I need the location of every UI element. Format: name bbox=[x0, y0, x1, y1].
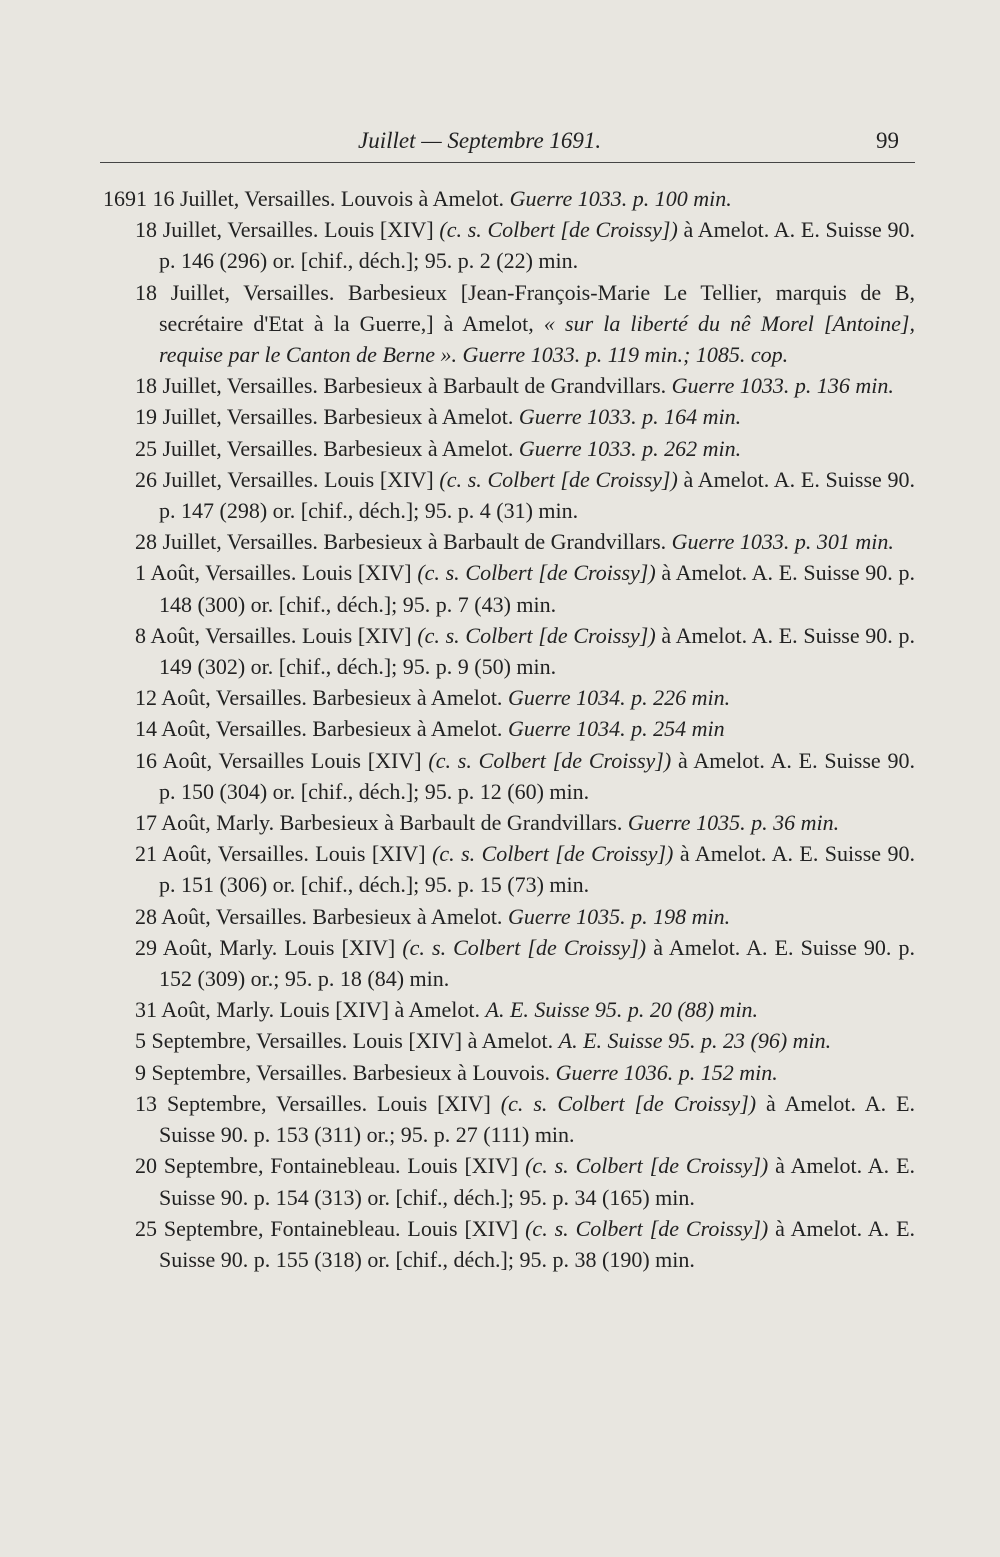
entry-text: 17 Août, Marly. Barbesieux à Barbault de Grandvillars. bbox=[135, 810, 628, 836]
entry-text: 25 Septembre, Fontainebleau. Louis [XIV] bbox=[135, 1215, 526, 1241]
list-item bbox=[103, 932, 915, 994]
list-item bbox=[103, 183, 915, 214]
entry-text: 28 Août, Versailles. Barbesieux à Amelot. bbox=[135, 903, 508, 929]
entry-tail: à Amelot. A. E. Suisse 90. p. 150 (304) or. [chif., déch.]; 95. p. 12 (60) min. bbox=[159, 747, 915, 804]
entry-reference: Guerre 1033. p. 262 min. bbox=[518, 435, 742, 461]
entry-reference: (c. s. Colbert [de Croissy]) bbox=[439, 466, 684, 492]
list-item bbox=[103, 214, 915, 276]
entry-tail: à Amelot. A. E. Suisse 90. p. 149 (302) or. [chif., déch.]; 95. p. 9 (50) min. bbox=[159, 622, 915, 680]
entry-text: 25 Juillet, Versailles. Barbesieux à Amelot. bbox=[135, 435, 519, 461]
entry-reference: A. E. Suisse 95. p. 20 (88) min. bbox=[485, 997, 759, 1023]
header-rule bbox=[100, 162, 915, 163]
entry-reference: (c. s. Colbert [de Croissy]) bbox=[417, 560, 662, 586]
entry-tail: à Amelot. A. E. Suisse 90. p. 152 (309) or.; 95. p. 18 (84) min. bbox=[159, 934, 916, 992]
entry-tail: à Amelot. A. E. Suisse 90. p. 151 (306) or. [chif., déch.]; 95. p. 15 (73) min. bbox=[159, 841, 915, 898]
page-number: 99 bbox=[876, 128, 899, 153]
list-item bbox=[103, 1057, 915, 1088]
entry-text: 28 Juillet, Versailles. Barbesieux à Barbault de Grandvillars. bbox=[135, 529, 672, 555]
entry-tail: à Amelot. A. E. Suisse 90. p. 153 (311) or.; 95. p. 27 (111) min. bbox=[159, 1090, 916, 1148]
list-item bbox=[103, 464, 915, 526]
list-item bbox=[103, 277, 915, 371]
entry-text: 20 Septembre, Fontainebleau. Louis [XIV] bbox=[135, 1153, 526, 1179]
list-item bbox=[103, 433, 915, 464]
entry-text: 5 Septembre, Versailles. Louis [XIV] à Amelot. bbox=[135, 1028, 559, 1054]
entry-tail: à Amelot. A. E. Suisse 90. p. 155 (318) or. [chif., déch.]; 95. p. 38 (190) min. bbox=[159, 1215, 916, 1272]
list-item bbox=[103, 620, 915, 682]
entry-text: 21 Août, Versailles. Louis [XIV] bbox=[135, 841, 433, 867]
entry-tail: à Amelot. A. E. Suisse 90. p. 154 (313) or. [chif., déch.]; 95. p. 34 (165) min. bbox=[159, 1153, 916, 1210]
entry-reference: Guerre 1033. p. 164 min. bbox=[518, 404, 742, 430]
entry-reference: A. E. Suisse 95. p. 23 (96) min. bbox=[558, 1028, 832, 1054]
list-item bbox=[103, 713, 915, 744]
entry-text: 1 Août, Versailles. Louis [XIV] bbox=[135, 560, 418, 586]
list-item bbox=[103, 401, 915, 432]
list-item bbox=[103, 838, 915, 900]
entry-reference: Guerre 1033. p. 301 min. bbox=[671, 529, 894, 555]
entry-text: 16 Août, Versailles Louis [XIV] bbox=[135, 747, 429, 773]
entry-reference: Guerre 1035. p. 198 min. bbox=[507, 903, 731, 929]
entry-text: 1691 16 Juillet, Versailles. Louvois à Amelot. bbox=[103, 186, 510, 211]
list-item bbox=[103, 1088, 915, 1150]
list-item bbox=[103, 1025, 915, 1056]
entry-text: 13 Septembre, Versailles. Louis [XIV] bbox=[135, 1090, 501, 1116]
entry-text: 18 Juillet, Versailles. Louis [XIV] bbox=[135, 217, 440, 243]
running-header: Juillet — Septembre 1691. bbox=[358, 128, 602, 153]
entry-reference: (c. s. Colbert [de Croissy]) bbox=[439, 217, 684, 243]
entry-reference: Guerre 1034. p. 226 min. bbox=[507, 685, 731, 711]
entry-reference: (c. s. Colbert [de Croissy]) bbox=[525, 1215, 776, 1241]
entry-tail: à Amelot. A. E. Suisse 90. p. 147 (298) or. [chif., déch.]; 95. p. 4 (31) min. bbox=[159, 466, 916, 524]
entry-text: 29 Août, Marly. Louis [XIV] bbox=[135, 934, 403, 960]
entry-reference: Guerre 1033. p. 100 min. bbox=[509, 186, 732, 211]
entry-tail: à Amelot. A. E. Suisse 90. p. 146 (296) or. [chif., déch.]; 95. p. 2 (22) min. bbox=[159, 217, 916, 274]
entry-reference: « sur la liberté du nê Morel [Antoine], requise par le Canton de Berne ». Guerre 1033. p. 119 min.; 1085. cop. bbox=[159, 310, 915, 368]
entry-reference: Guerre 1035. p. 36 min. bbox=[627, 810, 840, 836]
entry-text: 18 Juillet, Versailles. Barbesieux [Jean-François-Marie Le Tellier, marquis de B, secrétaire d'Etat à la Guerre,] à Amelot, bbox=[135, 279, 915, 336]
list-item bbox=[103, 370, 915, 401]
entry-reference: (c. s. Colbert [de Croissy]) bbox=[525, 1153, 776, 1179]
entry-reference: (c. s. Colbert [de Croissy]) bbox=[500, 1090, 767, 1116]
entry-text: 26 Juillet, Versailles. Louis [XIV] bbox=[135, 466, 440, 492]
entry-text: 9 Septembre, Versailles. Barbesieux à Louvois. bbox=[135, 1059, 556, 1085]
entry-reference: (c. s. Colbert [de Croissy]) bbox=[428, 747, 678, 773]
entry-text: 12 Août, Versailles. Barbesieux à Amelot. bbox=[135, 685, 508, 711]
list-item bbox=[103, 526, 915, 557]
list-item bbox=[103, 1213, 915, 1275]
entry-reference: (c. s. Colbert [de Croissy]) bbox=[402, 934, 654, 960]
entry-text: 19 Juillet, Versailles. Barbesieux à Amelot. bbox=[135, 404, 519, 430]
entry-list bbox=[103, 183, 915, 1275]
entry-text: 31 Août, Marly. Louis [XIV] à Amelot. bbox=[135, 997, 486, 1023]
entry-text: 18 Juillet, Versailles. Barbesieux à Barbault de Grandvillars. bbox=[135, 373, 672, 399]
entry-reference: Guerre 1034. p. 254 min bbox=[507, 716, 725, 742]
entry-tail: à Amelot. A. E. Suisse 90. p. 148 (300) or. [chif., déch.]; 95. p. 7 (43) min. bbox=[159, 560, 915, 617]
entry-text: 14 Août, Versailles. Barbesieux à Amelot. bbox=[135, 716, 508, 742]
entry-reference: (c. s. Colbert [de Croissy]) bbox=[417, 622, 662, 648]
list-item bbox=[103, 901, 915, 932]
list-item bbox=[103, 745, 915, 807]
list-item bbox=[103, 557, 915, 619]
list-item bbox=[103, 994, 915, 1025]
entry-reference: Guerre 1033. p. 136 min. bbox=[671, 373, 894, 399]
entry-text: 8 Août, Versailles. Louis [XIV] bbox=[135, 622, 418, 648]
list-item bbox=[103, 1150, 915, 1212]
entry-reference: Guerre 1036. p. 152 min. bbox=[555, 1059, 778, 1085]
list-item bbox=[103, 807, 915, 838]
list-item bbox=[103, 682, 915, 713]
entry-reference: (c. s. Colbert [de Croissy]) bbox=[432, 841, 680, 867]
